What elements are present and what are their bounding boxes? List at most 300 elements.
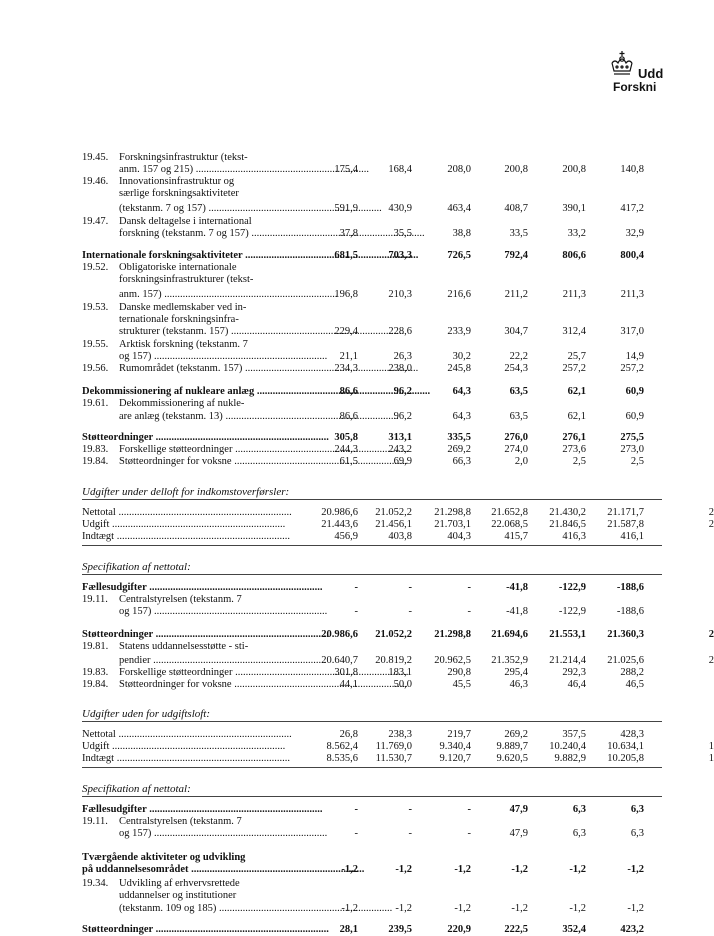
value-cell: 63,5 [509,386,528,397]
value-cell: 792,4 [504,250,528,261]
value-cell: 390,1 [562,203,586,214]
account-code: 19.56. [82,363,109,374]
value-cell: -1,2 [569,864,586,875]
value-cell: 6,3 [572,828,586,839]
row-text: forskningsinfrastrukturer (tekst- [119,274,254,285]
row-label [82,314,302,326]
table-row [82,456,662,468]
row-text: Forskellige støtteordninger ..... [119,667,408,678]
section-heading: Udgifter uden for udgiftsloft: [82,708,211,720]
account-code: 19.46. [82,176,109,187]
table-row [82,594,662,606]
row-text: Støtteordninger ..... [82,432,329,443]
value-cell: 30,2 [452,351,471,362]
value-cell: 69,9 [393,456,412,467]
row-label [82,828,302,840]
value-cell: 47,9 [509,828,528,839]
row-label [82,326,302,338]
value-cell: 6,3 [630,828,644,839]
row-label [82,302,302,314]
table-divider [82,545,662,546]
value-cell: 208,0 [447,164,471,175]
value-cell: 2 [708,629,714,640]
value-cell: 220,9 [447,924,471,935]
value-cell: 11.530,7 [375,753,412,764]
value-cell: 9.889,7 [496,741,528,752]
value-cell: 273,0 [620,444,644,455]
value-cell: 33,5 [509,228,528,239]
value-cell: 9.620,5 [496,753,528,764]
account-code: 19.83. [82,444,109,455]
value-cell: 216,6 [447,289,471,300]
section-heading: Udgifter under delloft for indkomstoverførsler: [82,486,290,498]
value-cell: 269,2 [504,729,528,740]
value-cell: 26,3 [393,351,412,362]
value-cell: 335,5 [447,432,471,443]
value-cell: -1,2 [341,864,358,875]
row-text: Dansk deltagelse i international [119,216,252,227]
value-cell: 21.298,8 [434,507,471,518]
value-cell: -1,2 [627,903,644,914]
table-row [82,878,662,890]
value-cell: 60,9 [625,386,644,397]
value-cell: 10.634,1 [607,741,644,752]
value-cell: 463,4 [447,203,471,214]
value-cell: 403,8 [388,531,412,542]
table-row [82,667,662,679]
value-cell: 32,9 [625,228,644,239]
value-cell: 86,6 [339,411,358,422]
account-code: 19.53. [82,302,109,313]
value-cell: 20.962,5 [434,655,471,666]
value-cell: 295,4 [504,667,528,678]
value-cell: - [467,804,471,815]
value-cell: 200,8 [562,164,586,175]
table-row [82,314,662,326]
table-row [82,176,662,188]
row-text: Innovationsinfrastruktur og [119,176,235,187]
row-label [82,582,302,594]
value-cell: 254,3 [504,363,528,374]
value-cell: 239,5 [388,924,412,935]
value-cell: -122,9 [558,606,586,617]
account-code: 19.83. [82,667,109,678]
row-text: Danske medlemskaber ved in- [119,302,247,313]
value-cell: 21.171,7 [607,507,644,518]
value-cell: 21.456,1 [375,519,412,530]
value-cell: 2 [708,655,714,666]
row-label [82,594,302,606]
table-row [82,188,662,200]
value-cell: - [354,582,358,593]
account-code: 19.61. [82,398,109,409]
value-cell: 2 [708,519,714,530]
row-label [82,274,302,286]
row-label [82,411,302,423]
value-cell: 8.535,6 [326,753,358,764]
account-code: 19.45. [82,152,109,163]
row-label [82,667,302,679]
value-cell: 9.882,9 [554,753,586,764]
value-cell: 244,3 [334,444,358,455]
value-cell: 20.640,7 [321,655,358,666]
row-text: Forskellige støtteordninger ..... [119,444,408,455]
value-cell: - [354,804,358,815]
value-cell: 140,8 [620,164,644,175]
value-cell: 47,9 [509,804,528,815]
value-cell: 2 [708,507,714,518]
value-cell: 10.205,8 [607,753,644,764]
row-text: anm. 157) ..... [119,289,337,300]
value-cell: 22,2 [509,351,528,362]
row-label [82,852,302,864]
value-cell: - [408,582,412,593]
value-cell: 37,8 [339,228,358,239]
row-label [82,606,302,618]
row-label [82,903,302,915]
value-cell: 229,4 [334,326,358,337]
value-cell: 175,4 [334,164,358,175]
row-text: Nettotal ..... [82,507,292,518]
value-cell: 211,2 [504,289,528,300]
row-label [82,363,302,375]
value-cell: 168,4 [388,164,412,175]
row-text: særlige forskningsaktiviteter [119,188,239,199]
value-cell: -1,2 [511,864,528,875]
value-cell: 46,4 [567,679,586,690]
row-text: og 157) ..... [119,606,327,617]
value-cell: 6,3 [630,804,644,815]
value-cell: 21.587,8 [607,519,644,530]
value-cell: 20.986,6 [321,507,358,518]
value-cell: 200,8 [504,164,528,175]
table-row [82,741,714,753]
value-cell: 8.562,4 [326,741,358,752]
value-cell: 257,2 [562,363,586,374]
table-row [82,386,662,398]
value-cell: - [408,606,412,617]
value-cell: 276,0 [504,432,528,443]
value-cell: 21.214,4 [549,655,586,666]
logo-text-line2: Forskni [613,80,657,94]
value-cell: 21.052,2 [375,507,412,518]
value-cell: 9.120,7 [439,753,471,764]
section-heading: Specifikation af nettotal: [82,561,191,573]
row-label [82,250,302,262]
value-cell: 35,5 [393,228,412,239]
row-text: Udgift ..... [82,741,285,752]
table-row [82,655,714,667]
value-cell: 33,2 [567,228,586,239]
value-cell: -1,2 [569,903,586,914]
row-label [82,203,302,215]
table-row [82,411,662,423]
row-label [82,216,302,228]
table-row [82,326,662,338]
value-cell: 1 [708,741,714,752]
value-cell: 703,3 [388,250,412,261]
row-text: Rumområdet (tekstanm. 157) ..... [119,363,418,374]
value-cell: 10.240,4 [549,741,586,752]
account-code: 19.11. [82,594,108,605]
table-row [82,729,662,741]
row-label [82,339,302,351]
value-cell: 269,2 [447,444,471,455]
value-cell: 62,1 [567,411,586,422]
value-cell: 21.846,5 [549,519,586,530]
table-row [82,507,714,519]
value-cell: 21.443,6 [321,519,358,530]
value-cell: 21.652,8 [491,507,528,518]
value-cell: 292,3 [562,667,586,678]
value-cell: 428,3 [620,729,644,740]
value-cell: 38,8 [452,228,471,239]
value-cell: 276,1 [562,432,586,443]
table-row [82,164,662,176]
row-label [82,176,302,188]
value-cell: 423,2 [620,924,644,935]
table-row [82,816,662,828]
value-cell: 238,3 [388,729,412,740]
table-row [82,432,662,444]
value-cell: 44,1 [339,679,358,690]
value-cell: 21.298,8 [434,629,471,640]
value-cell: -1,2 [395,903,412,914]
value-cell: 243,2 [388,444,412,455]
row-label [82,432,302,444]
table-row [82,804,662,816]
value-cell: -188,6 [616,606,644,617]
table-row [82,444,662,456]
value-cell: 238,0 [388,363,412,374]
row-text: Støtteordninger ..... [82,924,329,935]
value-cell: 800,4 [620,250,644,261]
value-cell: 233,9 [447,326,471,337]
table-row [82,152,662,164]
value-cell: -1,2 [454,903,471,914]
row-text: (tekstanm. 7 og 157) ..... [119,203,382,214]
row-text: anm. 157 og 215) ..... [119,164,369,175]
account-code: 19.11. [82,816,108,827]
table-row [82,828,662,840]
value-cell: - [408,804,412,815]
table-row [82,228,662,240]
account-code: 19.81. [82,641,109,652]
value-cell: 14,9 [625,351,644,362]
row-text: Fællesudgifter ..... [82,804,322,815]
value-cell: 290,8 [447,667,471,678]
row-text: Dekommissionering af nukle- [119,398,245,409]
account-code: 19.47. [82,216,109,227]
value-cell: 22.068,5 [491,519,528,530]
row-text: Statens uddannelsesstøtte - sti- [119,641,249,652]
value-cell: 257,2 [620,363,644,374]
row-text: Indtægt ..... [82,531,290,542]
value-cell: - [408,828,412,839]
account-code: 19.52. [82,262,109,273]
row-text: ternationale forskningsinfra- [119,314,239,325]
value-cell: 20.819,2 [375,655,412,666]
value-cell: 21.430,2 [549,507,586,518]
row-label [82,804,302,816]
value-cell: -122,9 [558,582,586,593]
row-label [82,890,302,902]
value-cell: 357,5 [562,729,586,740]
value-cell: 96,2 [393,411,412,422]
table-row [82,531,662,543]
table-row [82,852,662,864]
row-text: are anlæg (tekstanm. 13) ..... [119,411,399,422]
section-heading: Specifikation af nettotal: [82,783,191,795]
value-cell: 21.553,1 [549,629,586,640]
value-cell: 46,3 [509,679,528,690]
row-text: Forskningsinfrastruktur (tekst- [119,152,248,163]
value-cell: 63,5 [509,411,528,422]
row-label [82,228,302,240]
value-cell: 11.769,0 [375,741,412,752]
row-text: Udgift ..... [82,519,285,530]
value-cell: 21,1 [339,351,358,362]
account-code: 19.55. [82,339,109,350]
value-cell: 416,3 [562,531,586,542]
table-row [82,351,662,363]
value-cell: 45,5 [452,679,471,690]
value-cell: 210,3 [388,289,412,300]
value-cell: -41,8 [506,606,528,617]
row-label [82,444,302,456]
value-cell: 20.986,6 [321,629,358,640]
row-text: Indtægt ..... [82,753,290,764]
row-label [82,164,302,176]
value-cell: 317,0 [620,326,644,337]
value-cell: -1,2 [511,903,528,914]
row-label [82,289,302,301]
row-text: Internationale forskningsaktiviteter ..... [82,250,418,261]
row-label [82,386,302,398]
row-text: pendier ..... [119,655,326,666]
row-label [82,531,302,543]
value-cell: 273,6 [562,444,586,455]
value-cell: 21.352,9 [491,655,528,666]
row-label [82,398,302,410]
value-cell: 456,9 [334,531,358,542]
value-cell: 21.694,6 [491,629,528,640]
value-cell: -41,8 [506,582,528,593]
value-cell: -1,2 [341,903,358,914]
value-cell: 66,3 [452,456,471,467]
value-cell: 408,7 [504,203,528,214]
value-cell: - [354,828,358,839]
row-text: Fællesudgifter ..... [82,582,322,593]
row-text: Dekommissionering af nukleare anlæg ..... [82,386,430,397]
value-cell: 313,1 [388,432,412,443]
value-cell: 2,5 [572,456,586,467]
table-divider [82,574,662,575]
value-cell: 21.025,6 [607,655,644,666]
value-cell: - [354,606,358,617]
row-text: Udvikling af erhvervsrettede [119,878,240,889]
row-label [82,641,302,653]
table-row [82,924,662,936]
value-cell: - [467,582,471,593]
table-row [82,641,662,653]
table-row [82,339,662,351]
row-label [82,924,302,936]
table-row [82,302,662,314]
value-cell: 2,5 [630,456,644,467]
value-cell: 245,8 [447,363,471,374]
row-text: på uddannelsesområdet ..... [82,864,364,875]
row-label [82,753,302,765]
table-divider [82,721,662,722]
value-cell: -1,2 [454,864,471,875]
row-label [82,864,302,876]
logo-text-line1: Udd [638,66,664,81]
table-row [82,890,662,902]
value-cell: 21.360,3 [607,629,644,640]
table-row [82,753,714,765]
value-cell: 61,5 [339,456,358,467]
table-row [82,274,662,286]
value-cell: 219,7 [447,729,471,740]
value-cell: 301,8 [334,667,358,678]
value-cell: 6,3 [572,804,586,815]
row-label [82,878,302,890]
value-cell: 46,5 [625,679,644,690]
account-code: 19.34. [82,878,109,889]
row-label [82,816,302,828]
account-code: 19.84. [82,679,109,690]
value-cell: 288,2 [620,667,644,678]
table-row [82,864,662,876]
value-cell: -1,2 [395,864,412,875]
value-cell: 681,5 [334,250,358,261]
value-cell: - [467,606,471,617]
row-label [82,741,302,753]
value-cell: 62,1 [567,386,586,397]
table-divider [82,767,662,768]
value-cell: 64,3 [452,411,471,422]
value-cell: 415,7 [504,531,528,542]
value-cell: 2,0 [514,456,528,467]
value-cell: 430,9 [388,203,412,214]
row-text: Arktisk forskning (tekstanm. 7 [119,339,248,350]
value-cell: - [467,828,471,839]
value-cell: 404,3 [447,531,471,542]
value-cell: 196,8 [334,289,358,300]
row-text: Støtteordninger ..... [82,629,329,640]
row-label [82,629,302,641]
value-cell: 28,1 [339,924,358,935]
row-text: Centralstyrelsen (tekstanm. 7 [119,816,242,827]
row-text: uddannelser og institutioner [119,890,237,901]
row-text: (tekstanm. 109 og 185) ..... [119,903,392,914]
table-row [82,203,662,215]
row-text: Støtteordninger for voksne ..... [119,456,407,467]
row-label [82,729,302,741]
value-cell: 211,3 [562,289,586,300]
value-cell: 726,5 [447,250,471,261]
value-cell: 806,6 [562,250,586,261]
value-cell: -188,6 [616,582,644,593]
row-text: strukturer (tekstanm. 157) ..... [119,326,404,337]
value-cell: 312,4 [562,326,586,337]
table-row [82,629,714,641]
row-text: Centralstyrelsen (tekstanm. 7 [119,594,242,605]
table-divider [82,499,662,500]
value-cell: 26,8 [339,729,358,740]
account-code: 19.84. [82,456,109,467]
